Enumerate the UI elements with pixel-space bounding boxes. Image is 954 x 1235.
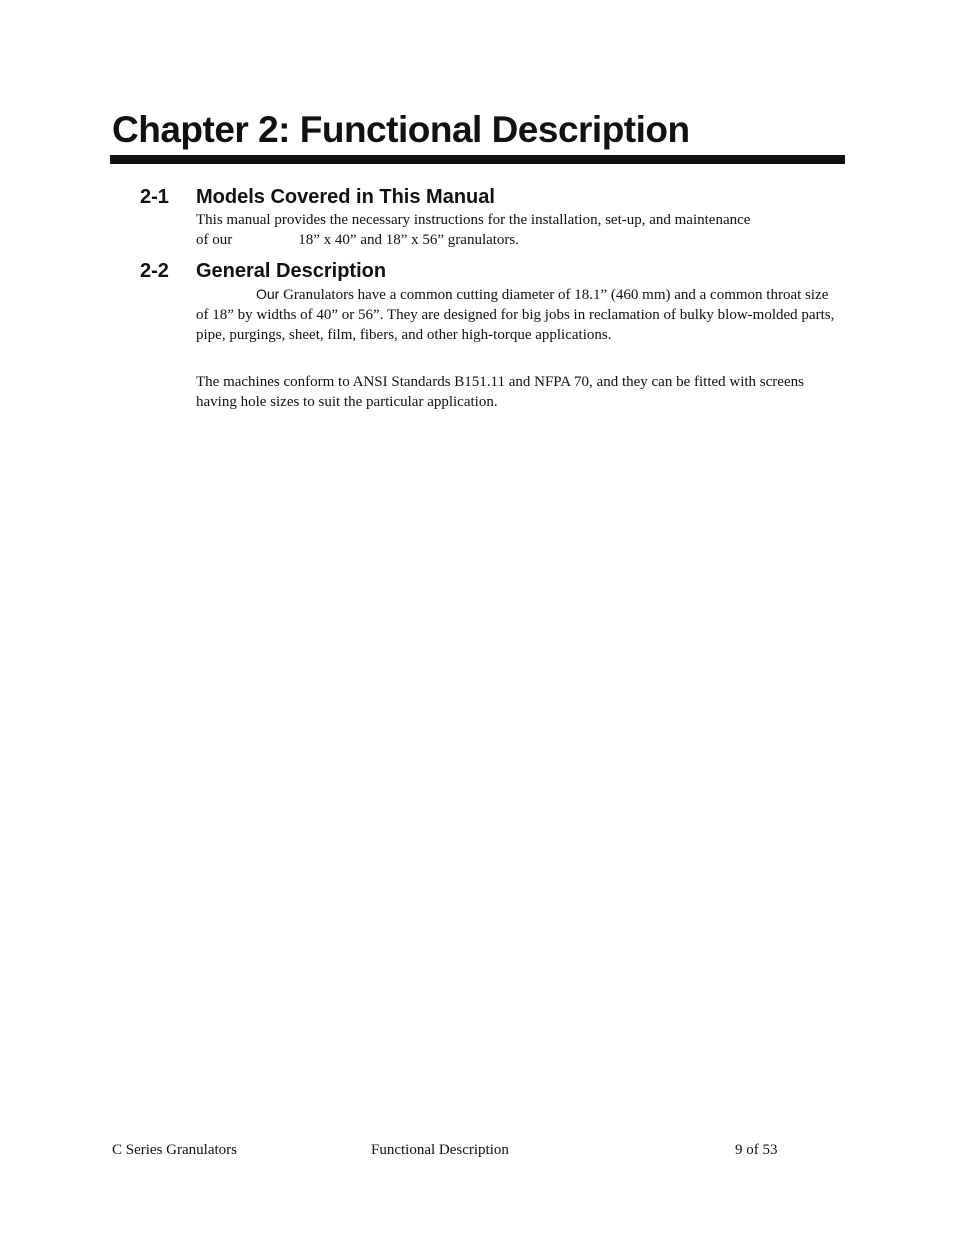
models-covered-line2-end: 18” x 40” and 18” x 56” granulators. — [298, 232, 520, 248]
paragraph-lead-word: Our — [256, 286, 280, 302]
general-description-text: Granulators have a common cutting diameter of 18.1” (460 mm) and a common throat size of 18” by widths of 40” or 56”. They are designed for big jobs in reclamation of bulky blow-molded parts, pipe, purgings, sheet, film, fibers, and other high-torque applications. — [196, 287, 835, 343]
footer-chapter-name: Functional Description — [371, 1142, 509, 1158]
general-description-paragraph-2: The machines conform to ANSI Standards B151.11 and NFPA 70, and they can be fitted with screens having hole sizes to suit the particular application. — [196, 374, 804, 410]
footer-page-number: 9 of 53 — [735, 1142, 778, 1158]
title-rule — [110, 155, 845, 164]
models-covered-line1: This manual provides the necessary instructions for the installation, set-up, and maintenance — [196, 212, 751, 228]
models-covered-line2-start: of our — [196, 232, 233, 248]
section-heading-models-covered: Models Covered in This Manual — [196, 186, 495, 208]
section-heading-general-description: General Description — [196, 260, 387, 282]
chapter-title: Chapter 2: Functional Description — [112, 109, 690, 150]
general-description-paragraph-1 — [196, 284, 836, 345]
section-number-2-2: 2-2 — [140, 260, 169, 282]
section-number-2-1: 2-1 — [140, 186, 169, 208]
footer-document-title: C Series Granulators — [112, 1142, 237, 1158]
models-covered-paragraph — [196, 210, 836, 250]
